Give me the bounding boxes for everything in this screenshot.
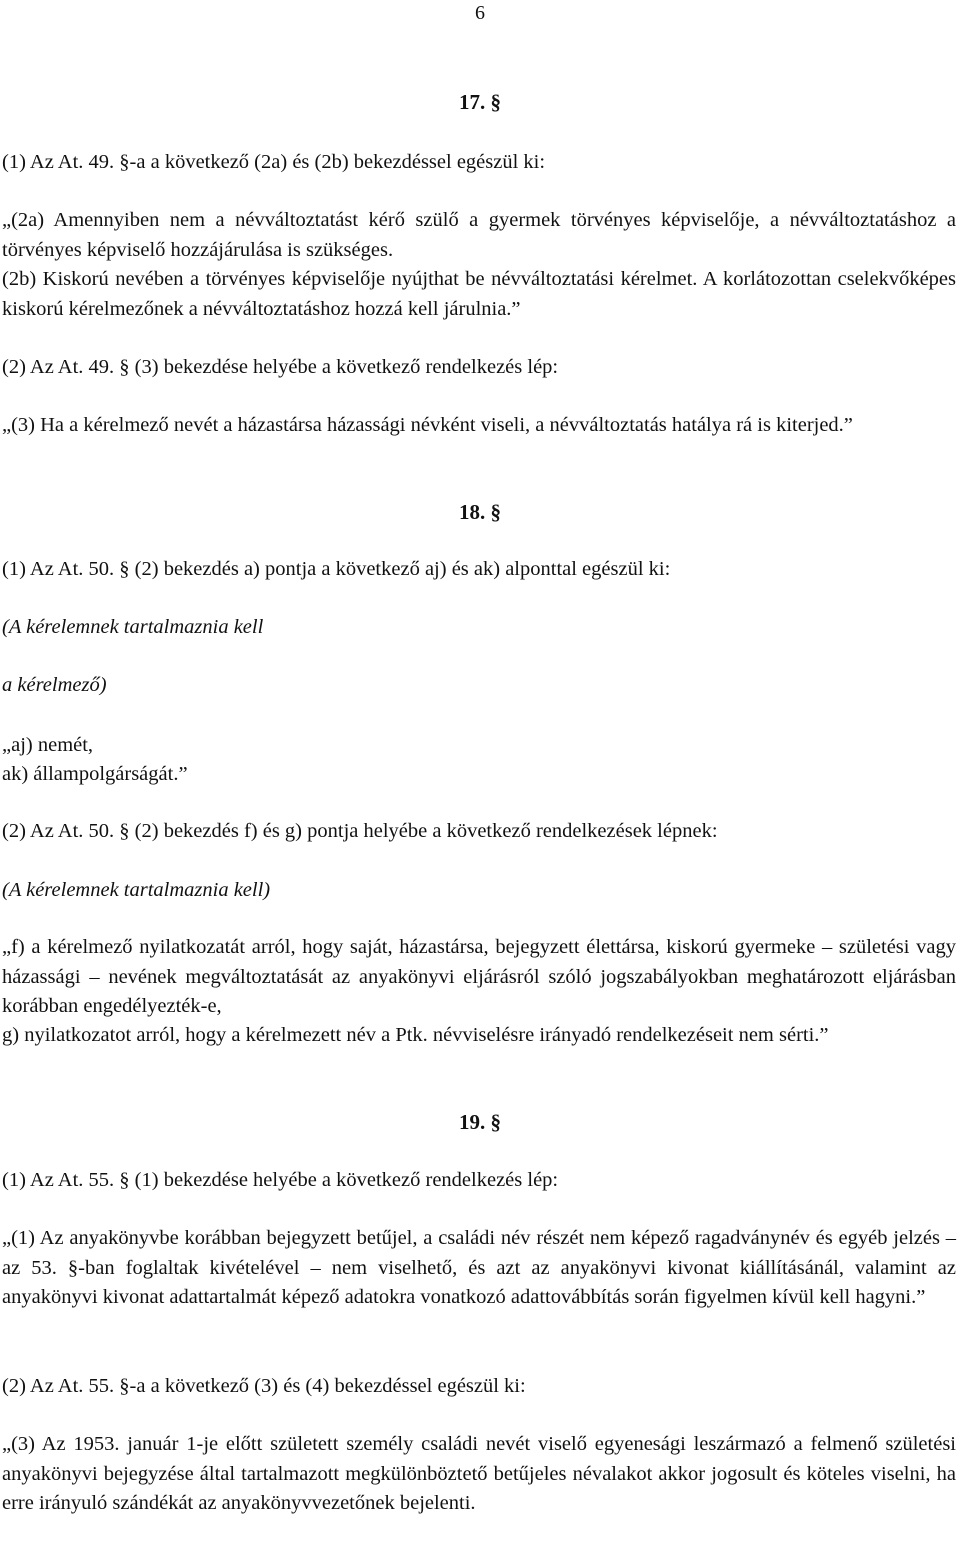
paragraph-italic: (A kérelemnek tartalmaznia kell) [2,879,271,901]
paragraph: „(1) Az anyakönyvbe korábban bejegyzett betűjel, a családi név részét nem képező ragadványnév és egyéb jelzés – az 53. §-ban foglaltak kivételével – nem viselhető, és azt az anyakönyvi kivonat kiállításánál, valamint az anyakönyvi kivonat adattartalmát képező adatokra vonatkozó adattovábbítás során figyelmen kívül kell hagyni.” [2,1227,956,1309]
section-heading-17: 17. § [459,90,501,114]
paragraph: „(3) Az 1953. január 1-je előtt született személy családi nevét viselő egyenesági leszármazó a felmenő születési anyakönyvi bejegyzése által tartalmazott megkülönböztető betűjeles névalakot akkor jogosult és köteles viselni, ha erre irányuló szándékát az anyakönyvvezetőnek bejelenti. [2,1433,956,1515]
paragraph: (2) Az At. 50. § (2) bekezdés f) és g) pontja helyébe a következő rendelkezések lépnek: [2,820,718,842]
paragraph: g) nyilatkozatot arról, hogy a kérelmezett név a Ptk. névviselésre irányadó rendelkezéseit nem sérti.” [2,1024,829,1046]
paragraph: (2) Az At. 49. § (3) bekezdése helyébe a következő rendelkezés lép: [2,356,559,378]
paragraph-italic: (A kérelemnek tartalmaznia kell [2,616,264,638]
section-heading-19: 19. § [459,1110,501,1134]
paragraph: „aj) nemét, [2,734,94,756]
paragraph: ak) állampolgárságát.” [2,763,188,785]
paragraph: (1) Az At. 49. §-a a következő (2a) és (2b) bekezdéssel egészül ki: [2,151,546,173]
paragraph: (2b) Kiskorú nevében a törvényes képviselője nyújthat be névváltoztatási kérelmet. A korlátozottan cselekvőképes kiskorú kérelmezőnek a névváltoztatáshoz hozzá kell járulnia.” [2,268,956,320]
paragraph-italic: a kérelmező) [2,674,107,696]
paragraph: (1) Az At. 50. § (2) bekezdés a) pontja a következő aj) és ak) alponttal egészül ki: [2,558,671,580]
paragraph: (1) Az At. 55. § (1) bekezdése helyébe a következő rendelkezés lép: [2,1169,559,1191]
page-number: 6 [475,2,485,24]
paragraph: „(2a) Amennyiben nem a névváltoztatást kérő szülő a gyermek törvényes képviselője, a névváltoztatáshoz a törvényes képviselő hozzájárulása is szükséges. [2,209,956,261]
section-heading-18: 18. § [459,500,501,524]
paragraph: „f) a kérelmező nyilatkozatát arról, hogy saját, házastársa, bejegyzett élettársa, kiskorú gyermeke – születési vagy házassági – nevének megváltoztatását az anyakönyvi eljárásról szóló jogszabályokban meghatározott eljárásban korábban engedélyezték-e, [2,936,956,1018]
paragraph: (2) Az At. 55. §-a a következő (3) és (4) bekezdéssel egészül ki: [2,1375,526,1397]
paragraph: „(3) Ha a kérelmező nevét a házastársa házassági névként viseli, a névváltoztatás hatálya rá is kiterjed.” [2,414,853,436]
